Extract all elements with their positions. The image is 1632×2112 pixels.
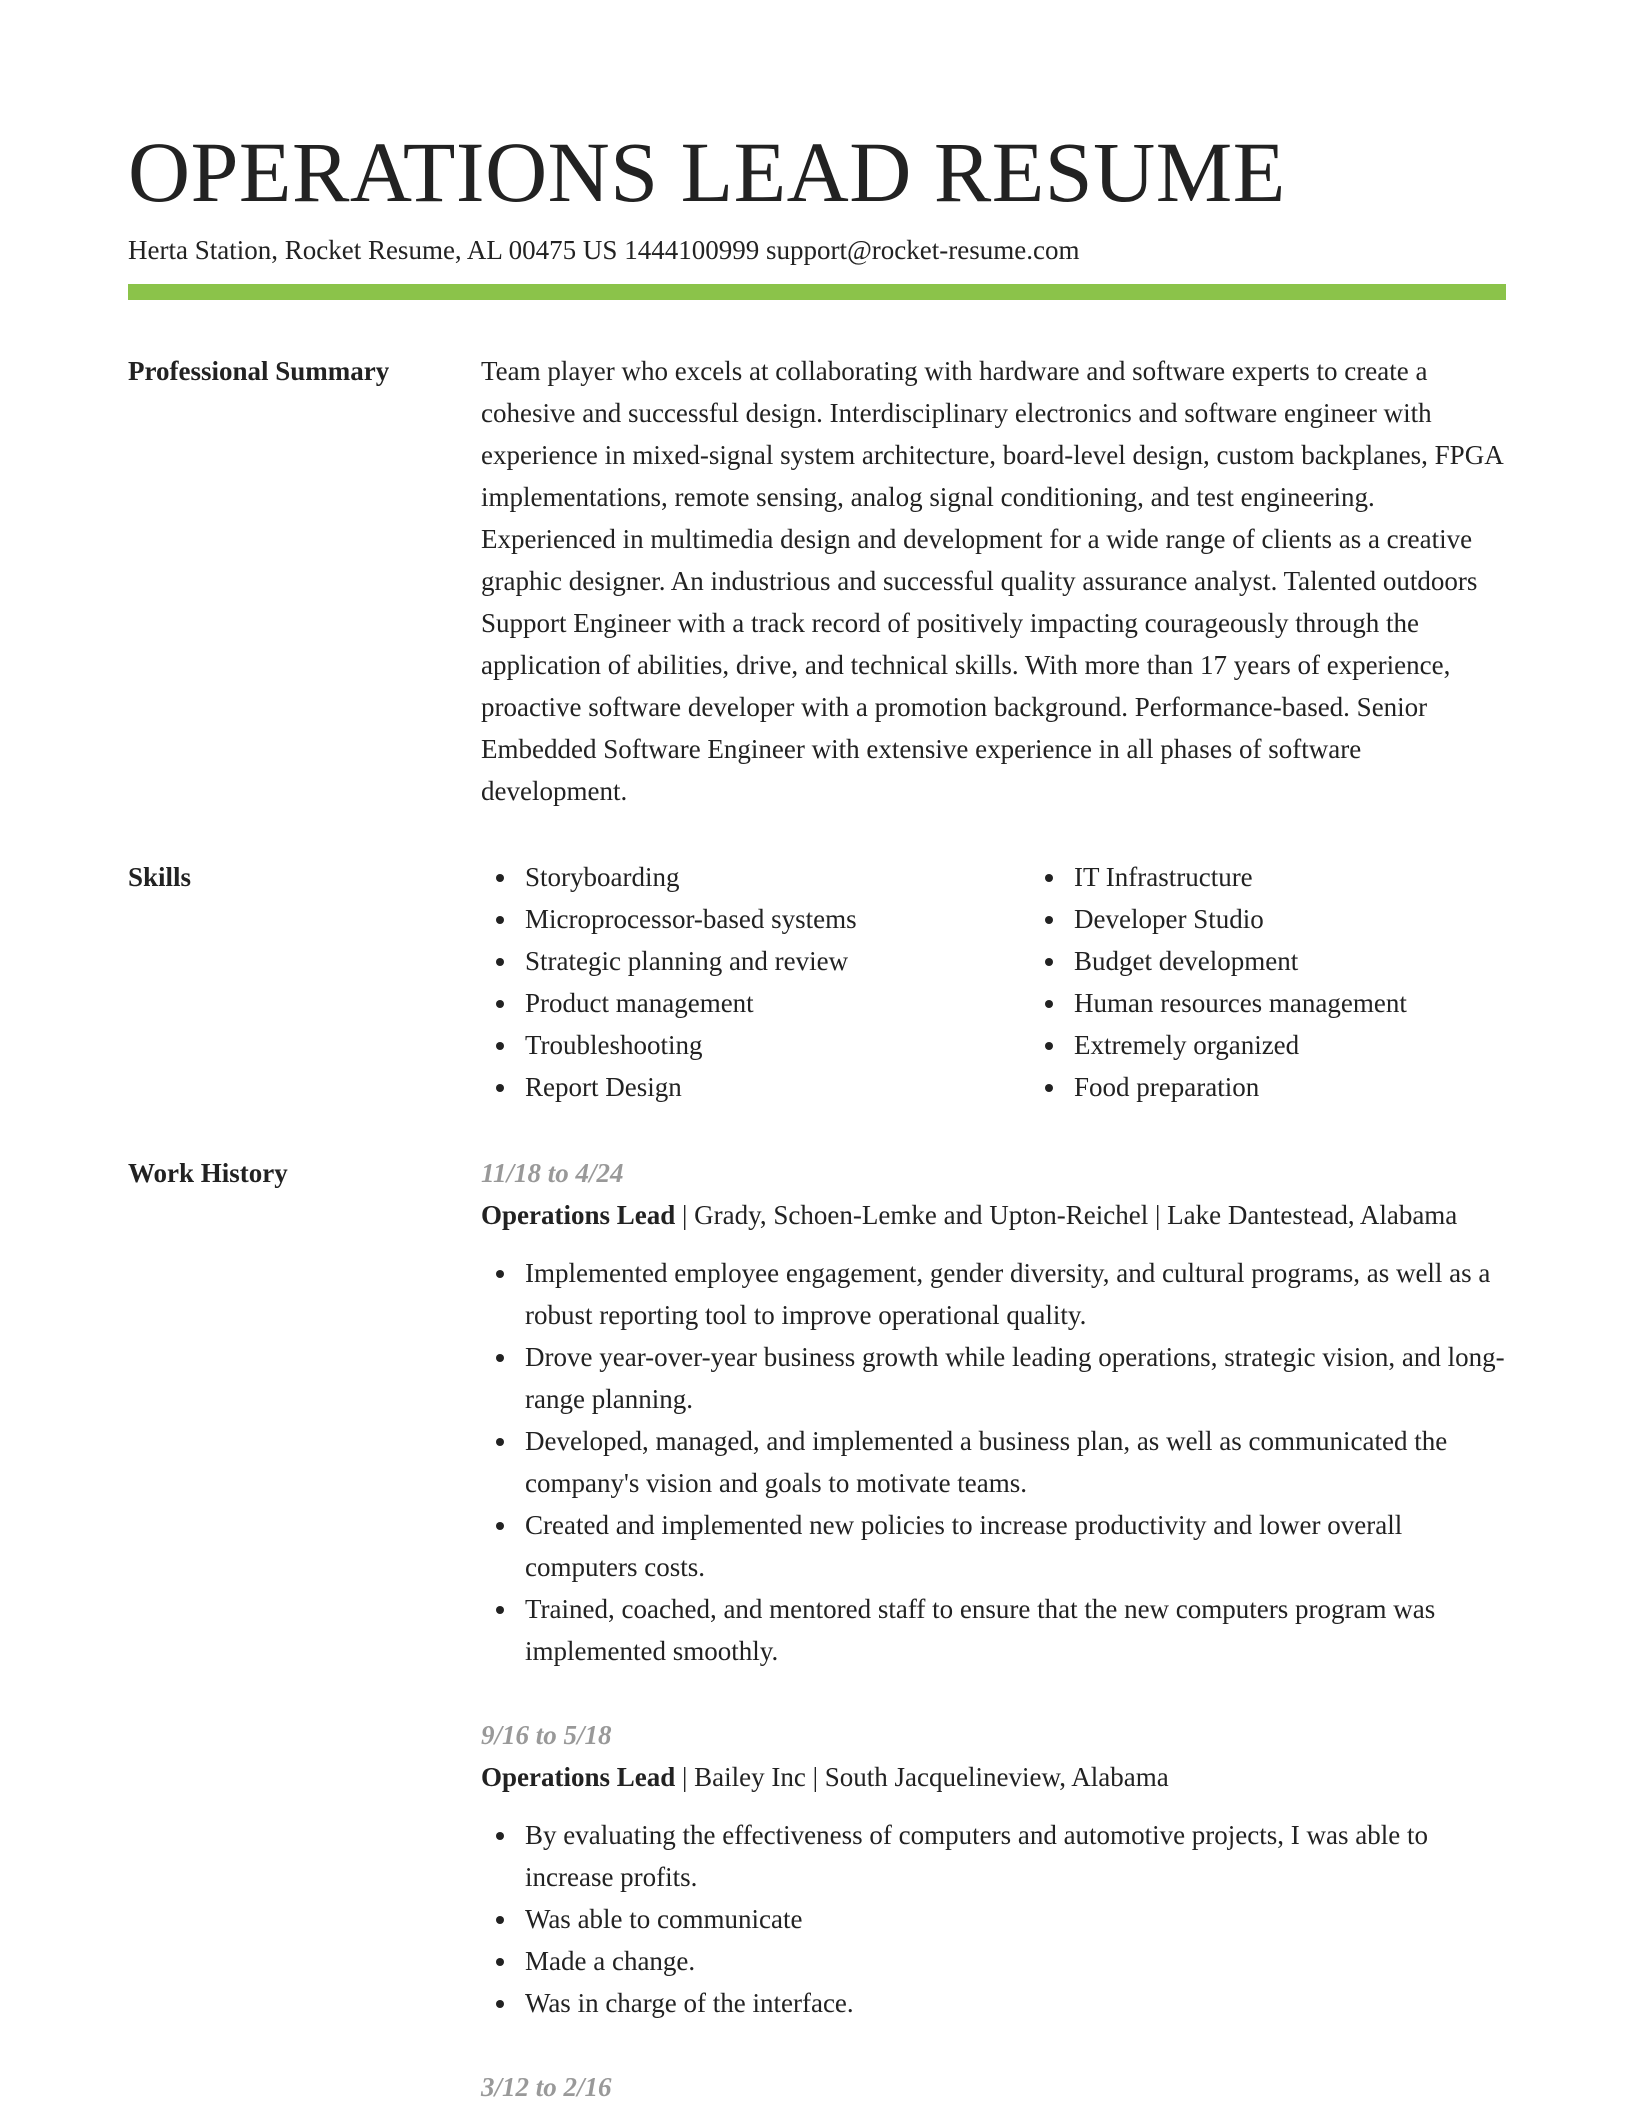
skill-item: Budget development	[1074, 940, 1579, 982]
section-label-skills: Skills	[128, 862, 192, 892]
contact-line: Herta Station, Rocket Resume, AL 00475 US 1444100999 support@rocket-resume.com	[128, 235, 1080, 265]
skill-item: Troubleshooting	[525, 1024, 1030, 1066]
skills-list-left	[481, 856, 1030, 1108]
job-dates: 9/16 to 5/18	[481, 1720, 612, 1750]
job-header	[481, 1194, 1506, 1236]
job-title: Operations Lead	[481, 1200, 676, 1230]
job-dates: 3/12 to 2/16	[481, 2072, 612, 2102]
job-bullet: Was in charge of the interface.	[525, 1982, 1506, 2024]
job-details: | Bailey Inc | South Jacquelineview, Alabama	[675, 1762, 1169, 1792]
job-bullet: Made a change.	[525, 1940, 1506, 1982]
job-header	[481, 1756, 1506, 1798]
resume-title: OPERATIONS LEAD RESUME	[128, 124, 1286, 220]
accent-divider	[128, 284, 1506, 300]
skill-item: Storyboarding	[525, 856, 1030, 898]
section-label-work: Work History	[128, 1158, 288, 1188]
job-details: | Grady, Schoen-Lemke and Upton-Reichel | Lake Dantestead, Alabama	[675, 1200, 1458, 1230]
job-bullets	[481, 1814, 1506, 2024]
summary-body	[481, 350, 1506, 812]
skill-item: Product management	[525, 982, 1030, 1024]
skill-item: Strategic planning and review	[525, 940, 1030, 982]
job-bullet: Trained, coached, and mentored staff to ensure that the new computers program was implemented smoothly.	[525, 1588, 1506, 1672]
section-label-summary: Professional Summary	[128, 356, 390, 386]
job-entry	[481, 2066, 1506, 2108]
skill-item: IT Infrastructure	[1074, 856, 1579, 898]
work-history-section	[128, 1152, 1506, 2108]
job-bullet: Was able to communicate	[525, 1898, 1506, 1940]
job-bullet: Implemented employee engagement, gender diversity, and cultural programs, as well as a robust reporting tool to improve operational quality.	[525, 1252, 1506, 1336]
summary-text: Team player who excels at collaborating with hardware and software experts to create a cohesive and successful design. Interdisciplinary electronics and software engineer with experience in mixed-signal system architecture, board-level design, custom backplanes, FPGA implementations, remote sensing, analog signal conditioning, and test engineering. Experienced in multimedia design and development for a wide range of clients as a creative graphic designer. An industrious and successful quality assurance analyst. Talented outdoors Support Engineer with a track record of positively impacting courageously through the application of abilities, drive, and technical skills. With more than 17 years of experience, proactive software developer with a promotion background. Performance-based. Senior Embedded Software Engineer with extensive experience in all phases of software development.	[481, 356, 1503, 806]
job-bullet: By evaluating the effectiveness of computers and automotive projects, I was able to increase profits.	[525, 1814, 1506, 1898]
job-bullets	[481, 1252, 1506, 1672]
job-bullet: Created and implemented new policies to increase productivity and lower overall computers costs.	[525, 1504, 1506, 1588]
summary-section	[128, 350, 1506, 812]
resume-page	[128, 0, 1506, 2108]
skill-item: Food preparation	[1074, 1066, 1579, 1108]
skill-item: Extremely organized	[1074, 1024, 1579, 1066]
job-bullet: Developed, managed, and implemented a business plan, as well as communicated the company's vision and goals to motivate teams.	[525, 1420, 1506, 1504]
skill-item: Microprocessor-based systems	[525, 898, 1030, 940]
job-dates: 11/18 to 4/24	[481, 1158, 624, 1188]
skill-item: Developer Studio	[1074, 898, 1579, 940]
skills-body	[481, 856, 1579, 1108]
work-history-body	[481, 1152, 1506, 2108]
job-bullet: Drove year-over-year business growth while leading operations, strategic vision, and long-range planning.	[525, 1336, 1506, 1420]
skill-item: Human resources management	[1074, 982, 1579, 1024]
job-entry	[481, 1152, 1506, 1672]
job-entry	[481, 1714, 1506, 2024]
skills-list-right	[1030, 856, 1579, 1108]
skill-item: Report Design	[525, 1066, 1030, 1108]
job-title: Operations Lead	[481, 1762, 676, 1792]
skills-section	[128, 856, 1506, 1108]
